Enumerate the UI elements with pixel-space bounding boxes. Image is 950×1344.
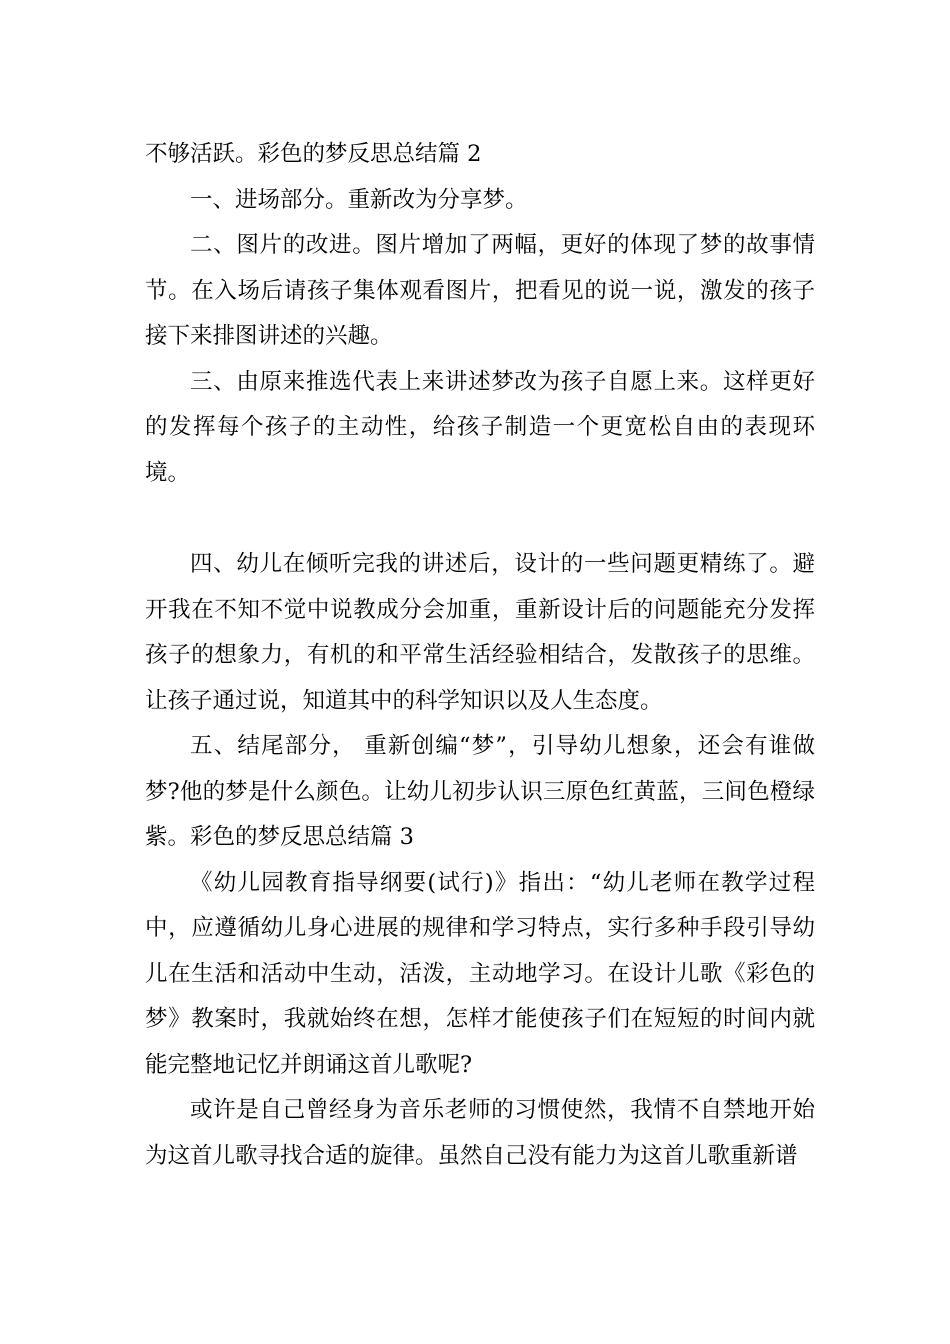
paragraph-3: 二、图片的改进。图片增加了两幅，更好的体现了梦的故事情节。在入场后请孩子集体观看图片，把看见的说一说，激发的孩子接下来排图讲述的兴趣。 [145, 232, 815, 349]
paragraph-7: 《幼儿园教育指导纲要(试行)》指出：“幼儿老师在教学过程中，应遵循幼儿身心进展的规律和学习特点，实行多种手段引导幼儿在生活和活动中生动，活泼，主动地学习。在设计儿歌《彩色的梦》教案时，我就始终在想，怎样才能使孩子们在短短的时间内就能完整地记忆并朗诵这首儿歌呢? [145, 869, 815, 1078]
blank-line [145, 496, 815, 542]
paragraph-2: 一、进场部分。重新改为分享梦。 [190, 186, 528, 213]
paragraph-6: 五、结尾部分， 重新创编“梦”，引导幼儿想象，还会有谁做梦?他的梦是什么颜色。让幼儿初步认识三原色红黄蓝，三间色橙绿紫。彩色的梦反思总结篇 3 [145, 733, 815, 850]
paragraph-1: 不够活跃。彩色的梦反思总结篇 2 [145, 141, 482, 167]
paragraph-4: 三、由原来推选代表上来讲述梦改为孩子自愿上来。这样更好的发挥每个孩子的主动性，给孩子制造一个更宽松自由的表现环境。 [145, 368, 815, 486]
paragraph-8: 或许是自己曾经身为音乐老师的习惯使然，我情不自禁地开始为这首儿歌寻找合适的旋律。虽然自己没有能力为这首儿歌重新谱 [145, 1097, 815, 1169]
document-body [145, 132, 815, 1179]
paragraph-5: 四、幼儿在倾听完我的讲述后，设计的一些问题更精练了。避开我在不知不觉中说教成分会加重，重新设计后的问题能充分发挥孩子的想象力，有机的和平常生活经验相结合，发散孩子的思维。让孩子通过说，知道其中的科学知识以及人生态度。 [145, 551, 815, 714]
